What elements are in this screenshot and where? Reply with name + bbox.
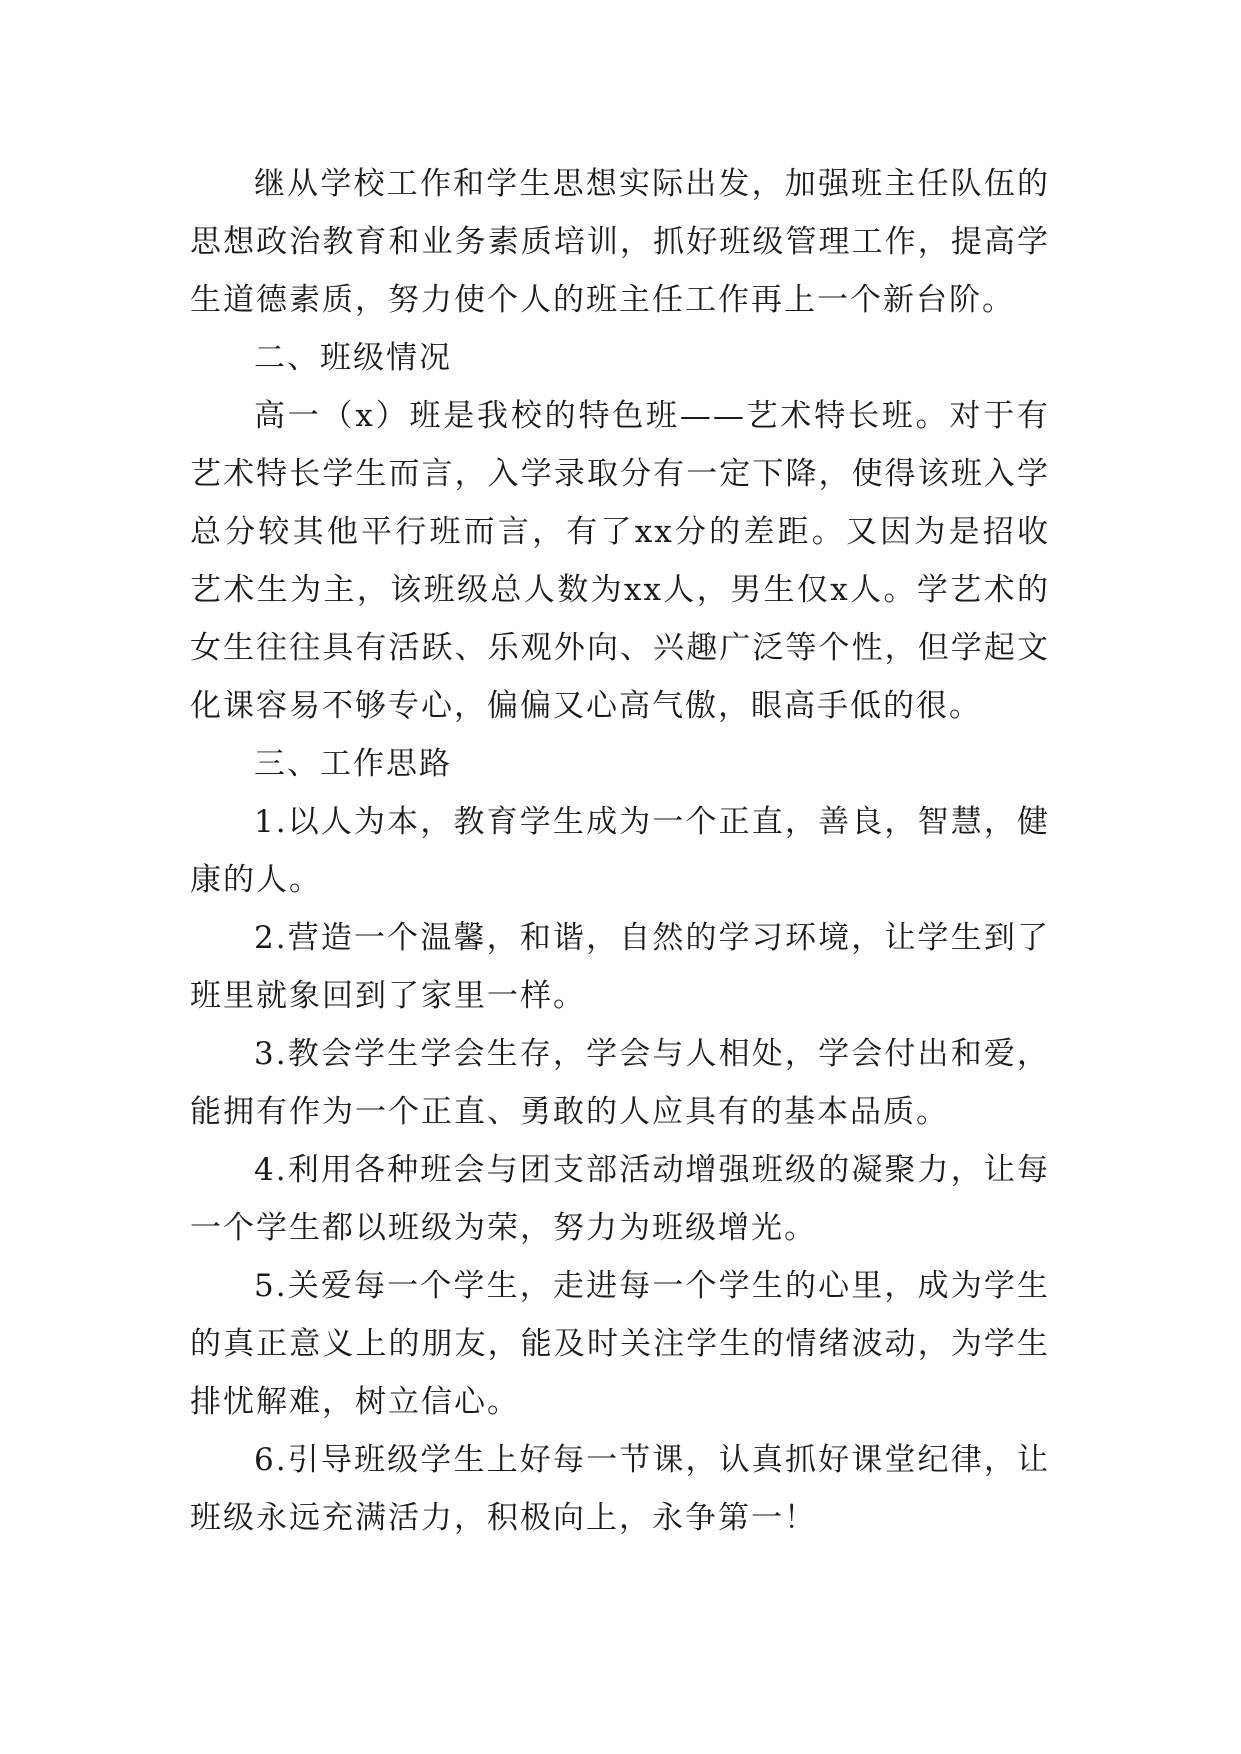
list-item-6: 6.引导班级学生上好每一节课，认真抓好课堂纪律，让班级永远充满活力，积极向上，永争第一！ <box>190 1442 1050 1536</box>
paragraph-class-situation: 高一（x）班是我校的特色班——艺术特长班。对于有艺术特长学生而言，入学录取分有一定下降，使得该班入学总分较其他平行班而言，有了xx分的差距。又因为是招收艺术生为主，该班级总人数为xx人，男生仅x人。学艺术的女生往往具有活跃、乐观外向、兴趣广泛等个性，但学起文化课容易不够专心，偏偏又心高气傲，眼高手低的很。 <box>190 398 1050 724</box>
section-heading-work-approach: 三、工作思路 <box>254 746 452 782</box>
list-item-2: 2.营造一个温馨，和谐，自然的学习环境，让学生到了班里就象回到了家里一样。 <box>190 920 1050 1014</box>
section-heading-class-situation: 二、班级情况 <box>254 340 452 376</box>
document-body <box>190 155 1050 1547</box>
list-item-1: 1.以人为本，教育学生成为一个正直，善良，智慧，健康的人。 <box>190 804 1050 898</box>
list-item-4: 4.利用各种班会与团支部活动增强班级的凝聚力，让每一个学生都以班级为荣，努力为班级增光。 <box>190 1152 1050 1246</box>
list-item-5: 5.关爱每一个学生，走进每一个学生的心里，成为学生的真正意义上的朋友，能及时关注学生的情绪波动，为学生排忧解难，树立信心。 <box>190 1268 1050 1420</box>
list-item-3: 3.教会学生学会生存，学会与人相处，学会付出和爱，能拥有作为一个正直、勇敢的人应具有的基本品质。 <box>190 1036 1050 1130</box>
paragraph-intro: 继从学校工作和学生思想实际出发，加强班主任队伍的思想政治教育和业务素质培训，抓好班级管理工作，提高学生道德素质，努力使个人的班主任工作再上一个新台阶。 <box>190 166 1050 318</box>
